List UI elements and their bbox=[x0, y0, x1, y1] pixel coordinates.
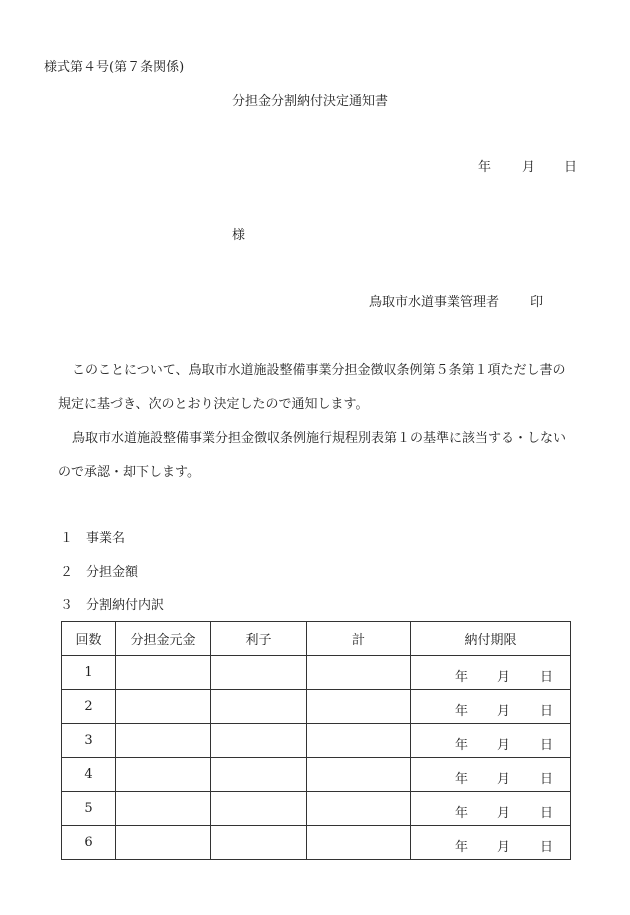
cell-interest[interactable] bbox=[211, 690, 307, 724]
installment-table bbox=[61, 621, 571, 860]
due-year: 年 bbox=[455, 670, 469, 685]
due-month: 月 bbox=[497, 738, 511, 753]
cell-principal[interactable] bbox=[116, 826, 211, 860]
due-year: 年 bbox=[455, 738, 469, 753]
due-month: 月 bbox=[497, 704, 511, 719]
due-year: 年 bbox=[455, 806, 469, 821]
due-day: 日 bbox=[540, 806, 554, 821]
date-month: 月 bbox=[522, 160, 536, 175]
paragraph-2-line-2: ので承認・却下します。 bbox=[58, 465, 200, 480]
item-label: 分担金額 bbox=[86, 565, 139, 580]
cell-due-date[interactable] bbox=[411, 690, 571, 724]
cell-total[interactable] bbox=[307, 792, 411, 826]
item-share-amount bbox=[60, 566, 138, 579]
due-day: 日 bbox=[540, 670, 554, 685]
cell-due-date[interactable] bbox=[411, 792, 571, 826]
document-title: 分担金分割納付決定通知書 bbox=[232, 94, 389, 109]
item-label: 事業名 bbox=[86, 531, 126, 546]
cell-count: 1 bbox=[62, 656, 116, 690]
cell-principal[interactable] bbox=[116, 758, 211, 792]
paragraph-2-line-1: 鳥取市水道施設整備事業分担金徴収条例施行規程別表第１の基準に該当する・しない bbox=[72, 431, 567, 446]
due-day: 日 bbox=[540, 772, 554, 787]
due-year: 年 bbox=[455, 840, 469, 855]
header-due-date: 納付期限 bbox=[411, 622, 571, 656]
header-count: 回数 bbox=[62, 622, 116, 656]
table-row bbox=[62, 826, 571, 860]
cell-interest[interactable] bbox=[211, 656, 307, 690]
table-header-row bbox=[62, 622, 571, 656]
table-row bbox=[62, 792, 571, 826]
cell-count: 4 bbox=[62, 758, 116, 792]
table-row bbox=[62, 724, 571, 758]
issuer-seal: 印 bbox=[530, 295, 544, 310]
item-number: ３ bbox=[60, 598, 74, 613]
cell-count: 6 bbox=[62, 826, 116, 860]
cell-principal[interactable] bbox=[116, 656, 211, 690]
cell-due-date[interactable] bbox=[411, 826, 571, 860]
due-day: 日 bbox=[540, 840, 554, 855]
cell-count: 2 bbox=[62, 690, 116, 724]
date-day: 日 bbox=[564, 160, 578, 175]
due-month: 月 bbox=[497, 670, 511, 685]
item-number: １ bbox=[60, 531, 74, 546]
cell-total[interactable] bbox=[307, 656, 411, 690]
cell-total[interactable] bbox=[307, 826, 411, 860]
issuer-name: 鳥取市水道事業管理者 bbox=[369, 295, 500, 310]
due-year: 年 bbox=[455, 772, 469, 787]
cell-principal[interactable] bbox=[116, 690, 211, 724]
table-row bbox=[62, 656, 571, 690]
addressee-honorific: 様 bbox=[232, 228, 246, 243]
cell-total[interactable] bbox=[307, 690, 411, 724]
due-month: 月 bbox=[497, 772, 511, 787]
cell-interest[interactable] bbox=[211, 826, 307, 860]
cell-total[interactable] bbox=[307, 758, 411, 792]
item-installment-breakdown bbox=[60, 599, 164, 612]
date-year: 年 bbox=[478, 160, 492, 175]
due-month: 月 bbox=[497, 840, 511, 855]
header-principal: 分担金元金 bbox=[116, 622, 211, 656]
cell-interest[interactable] bbox=[211, 792, 307, 826]
header-total: 計 bbox=[307, 622, 411, 656]
paragraph-1-line-2: 規定に基づき、次のとおり決定したので通知します。 bbox=[58, 397, 369, 412]
cell-principal[interactable] bbox=[116, 792, 211, 826]
form-number: 様式第４号(第７条関係) bbox=[44, 60, 185, 75]
cell-interest[interactable] bbox=[211, 758, 307, 792]
cell-due-date[interactable] bbox=[411, 724, 571, 758]
header-interest: 利子 bbox=[211, 622, 307, 656]
paragraph-1-line-1: このことについて、鳥取市水道施設整備事業分担金徴収条例第５条第１項ただし書の bbox=[72, 363, 566, 378]
cell-principal[interactable] bbox=[116, 724, 211, 758]
due-year: 年 bbox=[455, 704, 469, 719]
table-row bbox=[62, 690, 571, 724]
item-label: 分割納付内訳 bbox=[86, 598, 165, 613]
cell-count: 3 bbox=[62, 724, 116, 758]
item-project-name bbox=[60, 532, 125, 545]
cell-due-date[interactable] bbox=[411, 758, 571, 792]
cell-total[interactable] bbox=[307, 724, 411, 758]
cell-interest[interactable] bbox=[211, 724, 307, 758]
due-day: 日 bbox=[540, 704, 554, 719]
cell-due-date[interactable] bbox=[411, 656, 571, 690]
due-month: 月 bbox=[497, 806, 511, 821]
table-row bbox=[62, 758, 571, 792]
cell-count: 5 bbox=[62, 792, 116, 826]
item-number: ２ bbox=[60, 565, 74, 580]
due-day: 日 bbox=[540, 738, 554, 753]
